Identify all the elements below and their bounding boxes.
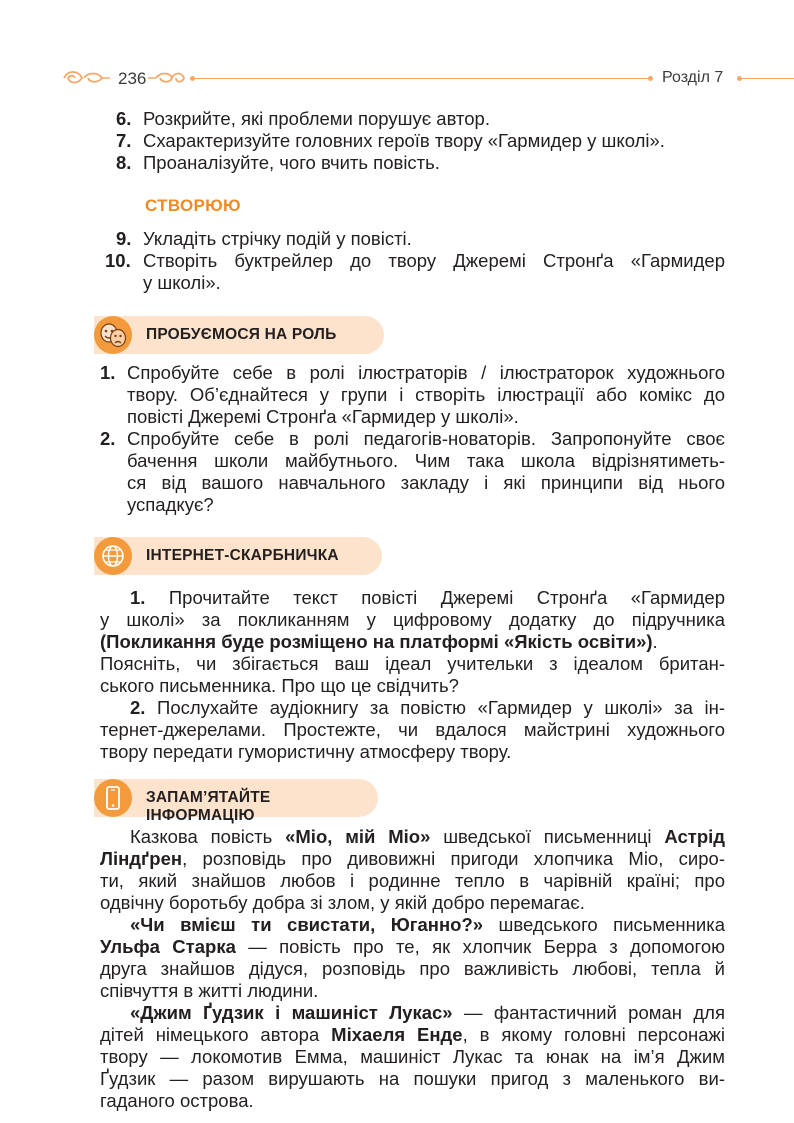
paragraph-number: 2. <box>130 697 146 718</box>
paragraph-line <box>100 587 725 609</box>
list-item-line: успадкує? <box>127 494 214 515</box>
list-number: 6. <box>116 108 132 129</box>
paragraph-line <box>100 697 725 719</box>
list-item-line: бачення школи майбутнього. Чим така школа відрізнятиметь- <box>127 450 725 471</box>
paragraph-line: Ґудзик — разом вирушають на пошуки пригод з маленького ви- <box>100 1068 725 1089</box>
list-number: 9. <box>116 228 132 249</box>
paragraph-line <box>100 914 725 936</box>
role-section-title: ПРОБУЄМОСЯ НА РОЛЬ <box>146 326 337 343</box>
list-item: Схарактеризуйте головних героїв твору «Гармидер у школі». <box>143 130 665 151</box>
text-run: Послухайте аудіокнигу за повістю «Гармидер у школі» за ін- <box>157 697 725 718</box>
right-ornament-icon <box>146 66 186 90</box>
smartphone-icon <box>94 779 132 817</box>
create-heading: СТВОРЮЮ <box>145 196 241 215</box>
platform-note: (Покликання буде розміщено на платформі «Якість освіти») <box>100 631 653 652</box>
list-item: Проаналізуйте, чого вчить повість. <box>143 152 440 173</box>
list-item: Створіть буктрейлер до твору Джеремі Стронґа «Гармидер <box>143 250 725 271</box>
paragraph-line: Поясніть, чи збігається ваш ідеал учительки з ідеалом британ- <box>100 653 725 674</box>
list-item: Розкрийте, які проблеми порушує автор. <box>143 108 490 129</box>
theater-masks-icon <box>94 316 132 354</box>
paragraph-line <box>100 936 725 958</box>
author-name: Ліндґрен <box>100 848 183 869</box>
text-run: шведської письменниці <box>430 826 665 847</box>
text-run: . <box>652 631 658 652</box>
paragraph-line <box>100 826 725 848</box>
list-item-line: ся від вашого навчального закладу і які принципи від нього <box>127 472 725 493</box>
list-item: Укладіть стрічку подій у повісті. <box>143 228 412 249</box>
text-run: — повість про те, як хлопчик Берра з допомогою <box>235 936 725 957</box>
text-run: дітей німецького автора <box>100 1024 332 1045</box>
book-title: «Чи вмієш ти свистати, Юганно?» <box>130 914 484 935</box>
text-run: , розповідь про дивовижні пригоди хлопчика Міо, сиро- <box>182 848 725 869</box>
paragraph-line: твору — локомотив Емма, машиніст Лукас та юнак на ім’я Джим <box>100 1046 725 1067</box>
paragraph-line: друга знайшов дідуся, розповідь про важливість любові, тепла й <box>100 958 725 979</box>
paragraph-line <box>100 1024 725 1046</box>
list-number: 7. <box>116 130 132 151</box>
text-run: Прочитайте текст повісті Джеремі Стронґа «Гармидер <box>168 587 725 608</box>
paragraph-line: одвічну боротьбу добра зі злом, у якій добро перемагає. <box>100 892 585 913</box>
paragraph-line: ського письменника. Про що це свідчить? <box>100 675 459 696</box>
paragraph-line: твору передати гумористичну атмосферу твору. <box>100 741 512 762</box>
paragraph-line: гаданого острова. <box>100 1090 254 1111</box>
page-header <box>0 66 794 94</box>
list-item-line: Спробуйте себе в ролі ілюстраторів / ілюстраторок художнього <box>127 362 725 383</box>
list-item-line: твору. Об’єднайтеся у групи і створіть ілюстрації або комікс до <box>127 384 725 405</box>
header-rule <box>195 78 649 79</box>
remember-section-title: ЗАПАМ’ЯТАЙТЕ ІНФОРМАЦІЮ <box>146 789 271 824</box>
remember-section-header <box>94 779 378 824</box>
text-run: — фантастичний роман для <box>452 1002 725 1023</box>
internet-section-title: ІНТЕРНЕТ-СКАРБНИЧКА <box>146 547 339 564</box>
paragraph-line: тернет-джерелами. Простежте, чи вдалося майстрині художнього <box>100 719 725 740</box>
list-number: 1. <box>100 362 116 383</box>
text-run: , в якому головні персонажі <box>462 1024 725 1045</box>
paragraph-line <box>100 631 725 653</box>
role-section-header <box>94 316 384 354</box>
list-number: 10. <box>105 250 131 271</box>
list-item-line: Спробуйте себе в ролі педагогів-новаторів. Запропонуйте своє <box>127 428 725 449</box>
book-title: «Міо, мій Міо» <box>285 826 431 847</box>
header-rule <box>742 78 794 79</box>
paragraph-line <box>100 848 725 870</box>
internet-section-header <box>94 537 382 575</box>
text-run: Казкова повість <box>130 826 286 847</box>
page-number: 236 <box>118 69 147 88</box>
paragraph-line <box>100 1002 725 1024</box>
list-number: 8. <box>116 152 132 173</box>
paragraph-line: у школі» за покликанням у цифровому додатку до підручника <box>100 609 725 630</box>
header-dot <box>648 76 653 81</box>
author-name: Астрід <box>664 826 726 847</box>
section-label: Розділ 7 <box>662 69 724 86</box>
globe-icon <box>94 537 132 575</box>
left-ornament-icon <box>60 66 112 90</box>
list-item-line: повісті Джеремі Стронґа «Гармидер у школі». <box>127 406 519 427</box>
paragraph-line: ти, який знайшов любов і родинне тепло в чарівній країні; про <box>100 870 725 891</box>
list-item: у школі». <box>143 272 221 293</box>
list-number: 2. <box>100 428 116 449</box>
paragraph-number: 1. <box>130 587 146 608</box>
author-name: Міхаеля Енде <box>331 1024 463 1045</box>
text-run: шведського письменника <box>483 914 725 935</box>
book-title: «Джим Ґудзик і машиніст Лукас» <box>130 1002 453 1023</box>
paragraph-line: співчуття в житті людини. <box>100 980 319 1001</box>
author-name: Ульфа Старка <box>100 936 236 957</box>
